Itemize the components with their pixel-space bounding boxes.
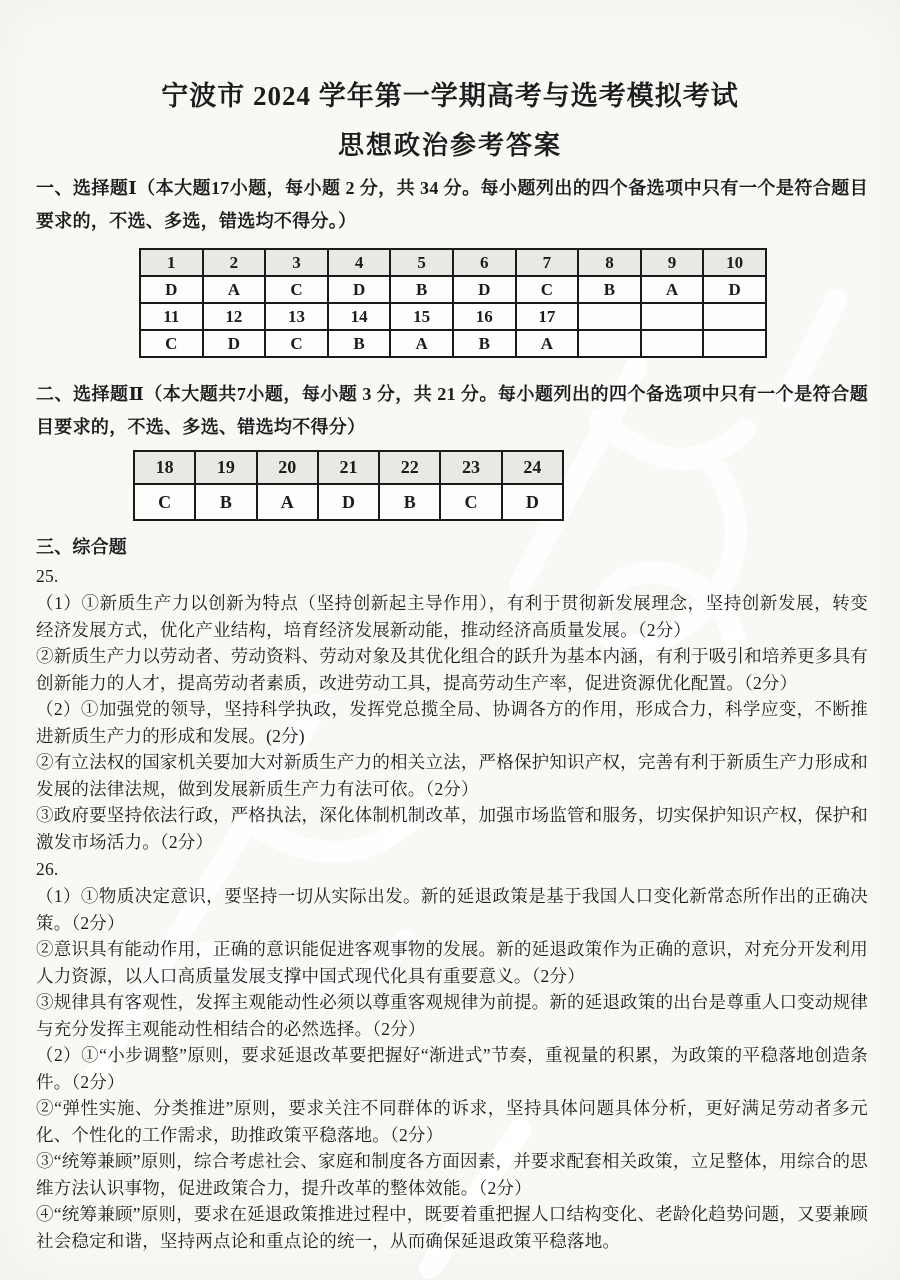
- table-row: [134, 451, 563, 484]
- answer-cell: D: [502, 484, 563, 520]
- answer-cell: C: [265, 330, 328, 357]
- question-number-cell: 24: [502, 451, 563, 484]
- answer-cell: B: [390, 276, 453, 303]
- empty-cell: [578, 303, 641, 330]
- section3-heading: 三、综合题: [36, 537, 127, 557]
- question-number-cell: 14: [328, 303, 391, 330]
- section2-heading: 二、选择题Ⅱ（本大题共7小题，每小题 3 分，共 21 分。每小题列出的四个备选项中只有一个是符合题目要求的，不选、多选、错选均不得分）: [36, 384, 868, 437]
- question-number-cell: 7: [516, 249, 579, 276]
- answer-paragraph: （2）①加强党的领导，坚持科学执政，发挥党总揽全局、协调各方的作用，形成合力，科学应变，不断推进新质生产力的形成和发展。(2分): [36, 699, 868, 746]
- question-number-cell: 8: [578, 249, 641, 276]
- question-26-label: 26.: [36, 859, 59, 879]
- empty-cell: [578, 330, 641, 357]
- question-number-cell: 17: [516, 303, 579, 330]
- answer-cell: D: [203, 330, 266, 357]
- answer-cell: B: [195, 484, 256, 520]
- page-subtitle: 思想政治参考答案: [337, 131, 562, 160]
- table-row: [140, 330, 766, 357]
- answer-table-1: [139, 248, 767, 358]
- question-number-cell: 1: [140, 249, 203, 276]
- comprehensive-section: [36, 532, 868, 1254]
- question-number-cell: 12: [203, 303, 266, 330]
- answer-cell: B: [379, 484, 440, 520]
- question-number-cell: 13: [265, 303, 328, 330]
- answer-cell: A: [257, 484, 318, 520]
- answer-cell: C: [440, 484, 501, 520]
- answer-cell: C: [265, 276, 328, 303]
- empty-cell: [641, 330, 704, 357]
- answer-paragraph: （2）①“小步调整”原则，要求延退改革要把握好“渐进式”节奏，重视量的积累，为政策的平稳落地创造条件。（2分）: [36, 1045, 868, 1092]
- answer-cell: A: [516, 330, 579, 357]
- answer-cell: A: [390, 330, 453, 357]
- table-row: [140, 249, 766, 276]
- answer-cell: B: [453, 330, 516, 357]
- section1-heading: 一、选择题Ⅰ（本大题17小题，每小题 2 分，共 34 分。每小题列出的四个备选项中只有一个是符合题目要求的，不选、多选，错选均不得分。）: [36, 178, 868, 231]
- question-number-cell: 16: [453, 303, 516, 330]
- answer-cell: C: [516, 276, 579, 303]
- question-number-cell: 21: [318, 451, 379, 484]
- question-number-cell: 19: [195, 451, 256, 484]
- empty-cell: [703, 303, 766, 330]
- question-number-cell: 23: [440, 451, 501, 484]
- question-number-cell: 9: [641, 249, 704, 276]
- table-row: [140, 303, 766, 330]
- question-25-label: 25.: [36, 566, 59, 586]
- question-number-cell: 4: [328, 249, 391, 276]
- answer-paragraph: （1）①物质决定意识，要坚持一切从实际出发。新的延退政策是基于我国人口变化新常态所作出的正确决策。（2分）: [36, 886, 868, 933]
- table-row: [134, 484, 563, 520]
- answer-cell: D: [140, 276, 203, 303]
- question-number-cell: 20: [257, 451, 318, 484]
- answer-cell: D: [453, 276, 516, 303]
- answer-paragraph: ②“弹性实施、分类推进”原则，要求关注不同群体的诉求，坚持具体问题具体分析，更好满足劳动者多元化、个性化的工作需求，助推政策平稳落地。（2分）: [36, 1098, 868, 1145]
- answer-cell: C: [134, 484, 195, 520]
- answer-paragraph: ②新质生产力以劳动者、劳动资料、劳动对象及其优化组合的跃升为基本内涵，有利于吸引和培养更多具有创新能力的人才，提高劳动者素质，改进劳动工具，提高劳动生产率，促进资源优化配置。（2分）: [36, 646, 868, 693]
- question-number-cell: 2: [203, 249, 266, 276]
- question-number-cell: 6: [453, 249, 516, 276]
- answer-paragraph: （1）①新质生产力以创新为特点（坚持创新起主导作用），有利于贯彻新发展理念，坚持创新发展，转变经济发展方式，优化产业结构，培育经济发展新动能，推动经济高质量发展。（2分）: [36, 593, 868, 640]
- question-number-cell: 18: [134, 451, 195, 484]
- question-number-cell: 11: [140, 303, 203, 330]
- answer-cell: B: [578, 276, 641, 303]
- question-number-cell: 5: [390, 249, 453, 276]
- table-row: [140, 276, 766, 303]
- answer-table-2: [133, 450, 564, 521]
- answer-paragraph: ③规律具有客观性，发挥主观能动性必须以尊重客观规律为前提。新的延退政策的出台是尊重人口变动规律与充分发挥主观能动性相结合的必然选择。（2分）: [36, 992, 868, 1039]
- question-number-cell: 10: [703, 249, 766, 276]
- question-number-cell: 22: [379, 451, 440, 484]
- answer-cell: A: [641, 276, 704, 303]
- answer-paragraph: ③“统筹兼顾”原则，综合考虑社会、家庭和制度各方面因素，并要求配套相关政策，立足整体，用综合的思维方法认识事物，促进政策合力，提升改革的整体效能。（2分）: [36, 1151, 868, 1198]
- answer-paragraph: ②有立法权的国家机关要加大对新质生产力的相关立法，严格保护知识产权，完善有利于新质生产力形成和发展的法律法规，做到发展新质生产力有法可依。（2分）: [36, 752, 868, 799]
- answer-cell: D: [318, 484, 379, 520]
- page-title: 宁波市 2024 学年第一学期高考与选考模拟考试: [161, 81, 739, 111]
- question-number-cell: 3: [265, 249, 328, 276]
- question-number-cell: 15: [390, 303, 453, 330]
- answer-cell: A: [203, 276, 266, 303]
- answer-paragraph: ④“统筹兼顾”原则，要求在延退政策推进过程中，既要着重把握人口结构变化、老龄化趋势问题，又要兼顾社会稳定和谐，坚持两点论和重点论的统一，从而确保延退政策平稳落地。: [36, 1204, 868, 1251]
- answer-paragraph: ③政府要坚持依法行政，严格执法，深化体制机制改革，加强市场监管和服务，切实保护知识产权，保护和激发市场活力。（2分）: [36, 805, 868, 852]
- answer-paragraph: ②意识具有能动作用，正确的意识能促进客观事物的发展。新的延退政策作为正确的意识，对充分开发利用人力资源，以人口高质量发展支撑中国式现代化具有重要意义。（2分）: [36, 939, 868, 986]
- answer-cell: D: [703, 276, 766, 303]
- answer-cell: D: [328, 276, 391, 303]
- empty-cell: [641, 303, 704, 330]
- empty-cell: [703, 330, 766, 357]
- answer-cell: C: [140, 330, 203, 357]
- answer-cell: B: [328, 330, 391, 357]
